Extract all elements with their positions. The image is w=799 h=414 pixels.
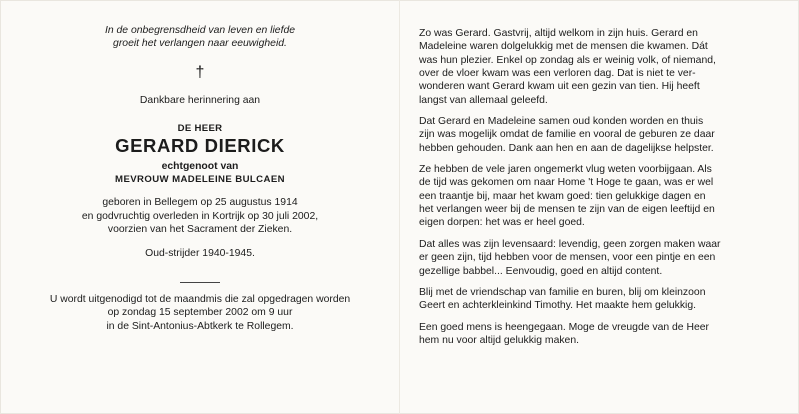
text-line: gezellige babbel... Eenvoudig, goed en altijd content. <box>419 265 663 277</box>
text-line: langst van allemaal geleefd. <box>419 94 548 106</box>
paragraph-hospitality <box>419 27 787 107</box>
biography-line: geboren in Bellegem op 25 augustus 1914 <box>102 197 298 209</box>
motto <box>10 24 390 51</box>
text-line: Madeleine waren dolgelukkig met de mensen die kwamen. Dát <box>419 41 708 53</box>
paragraph-family <box>419 286 787 313</box>
text-line: Zo was Gerard. Gastvrij, altijd welkom in zijn huis. Gerard en <box>419 28 698 39</box>
spouse-relation: echtgenoot van <box>161 160 239 172</box>
paragraph-years <box>419 163 787 230</box>
invitation-line: op zondag 15 september 2002 om 9 uur <box>107 307 293 319</box>
left-panel <box>10 24 390 333</box>
text-line: er geen zijn, tijd hebben voor de mensen, voor een pintje en een <box>419 252 716 264</box>
text-line: het verlangen weer bij de mensen te zijn van de eigen leeftijd en <box>419 204 715 216</box>
paragraph-nature <box>419 238 787 278</box>
text-line: Ze hebben de vele jaren ongemerkt vlug weten voorbijgaan. Als <box>419 164 712 176</box>
text-line: hem nu voor altijd gelukkig maken. <box>419 334 579 346</box>
text-line: hebben gehouden. Dank aan hen en aan de dagelijkse helpster. <box>419 142 714 154</box>
text-line: Een goed mens is heengegaan. Moge de vreugde van de Heer <box>419 321 709 333</box>
text-line: Blij met de vriendschap van familie en buren, blij om kleinzoon <box>419 286 706 298</box>
text-line: eigen dorpen: het was er heel goed. <box>419 217 585 229</box>
text-line: wonderen want Gerard kwam uit een gezin van tien. Hij heeft <box>419 81 700 93</box>
title-label: DE HEER <box>177 123 223 135</box>
motto-line: groeit het verlangen naar eeuwigheid. <box>113 38 287 50</box>
right-panel <box>419 27 787 355</box>
motto-line: In de onbegrensdheid van leven en liefde <box>104 25 296 36</box>
paragraph-farewell <box>419 321 787 348</box>
cross-icon: † <box>195 63 205 81</box>
biography-line: en godvruchtig overleden in Kortrijk op 30 juli 2002, <box>81 210 319 222</box>
paragraph-home <box>419 115 787 155</box>
text-line: was hun plezier. Enkel op zondag als er weinig volk, of niemand, <box>419 54 716 66</box>
deceased-name: GERARD DIERICK <box>115 134 285 156</box>
mass-invitation <box>10 293 390 333</box>
veteran-note: Oud-strijder 1940-1945. <box>145 247 255 259</box>
biography-line: voorzien van het Sacrament der Zieken. <box>107 224 293 236</box>
text-line: over de vloer kwam was een verloren dag. Dat is niet te ver- <box>419 68 696 80</box>
text-line: Geert en achterkleinkind Timothy. Het maakte hem gelukkig. <box>419 300 697 312</box>
invitation-line: in de Sint-Antonius-Abtkerk te Rollegem. <box>106 320 294 332</box>
text-line: een traantje bij, maar het kwam goed: tien gelukkige dagen en <box>419 190 706 202</box>
divider <box>180 282 220 283</box>
text-line: Dat Gerard en Madeleine samen oud konden worden en thuis <box>419 116 704 128</box>
text-line: de tijd was gekomen om naar Home 't Hoge te gaan, was er wel <box>419 177 714 189</box>
text-line: Dat alles was zijn levensaard: levendig, geen zorgen maken waar <box>419 238 721 250</box>
remembrance-heading: Dankbare herinnering aan <box>139 94 261 106</box>
text-line: zijn was mogelijk omdat de familie en vooral de geburen ze daar <box>419 129 715 141</box>
invitation-line: U wordt uitgenodigd tot de maandmis die zal opgedragen worden <box>49 294 351 306</box>
fold-line <box>399 0 400 414</box>
spouse-name: MEVROUW MADELEINE BULCAEN <box>115 174 285 186</box>
biography <box>10 196 390 236</box>
